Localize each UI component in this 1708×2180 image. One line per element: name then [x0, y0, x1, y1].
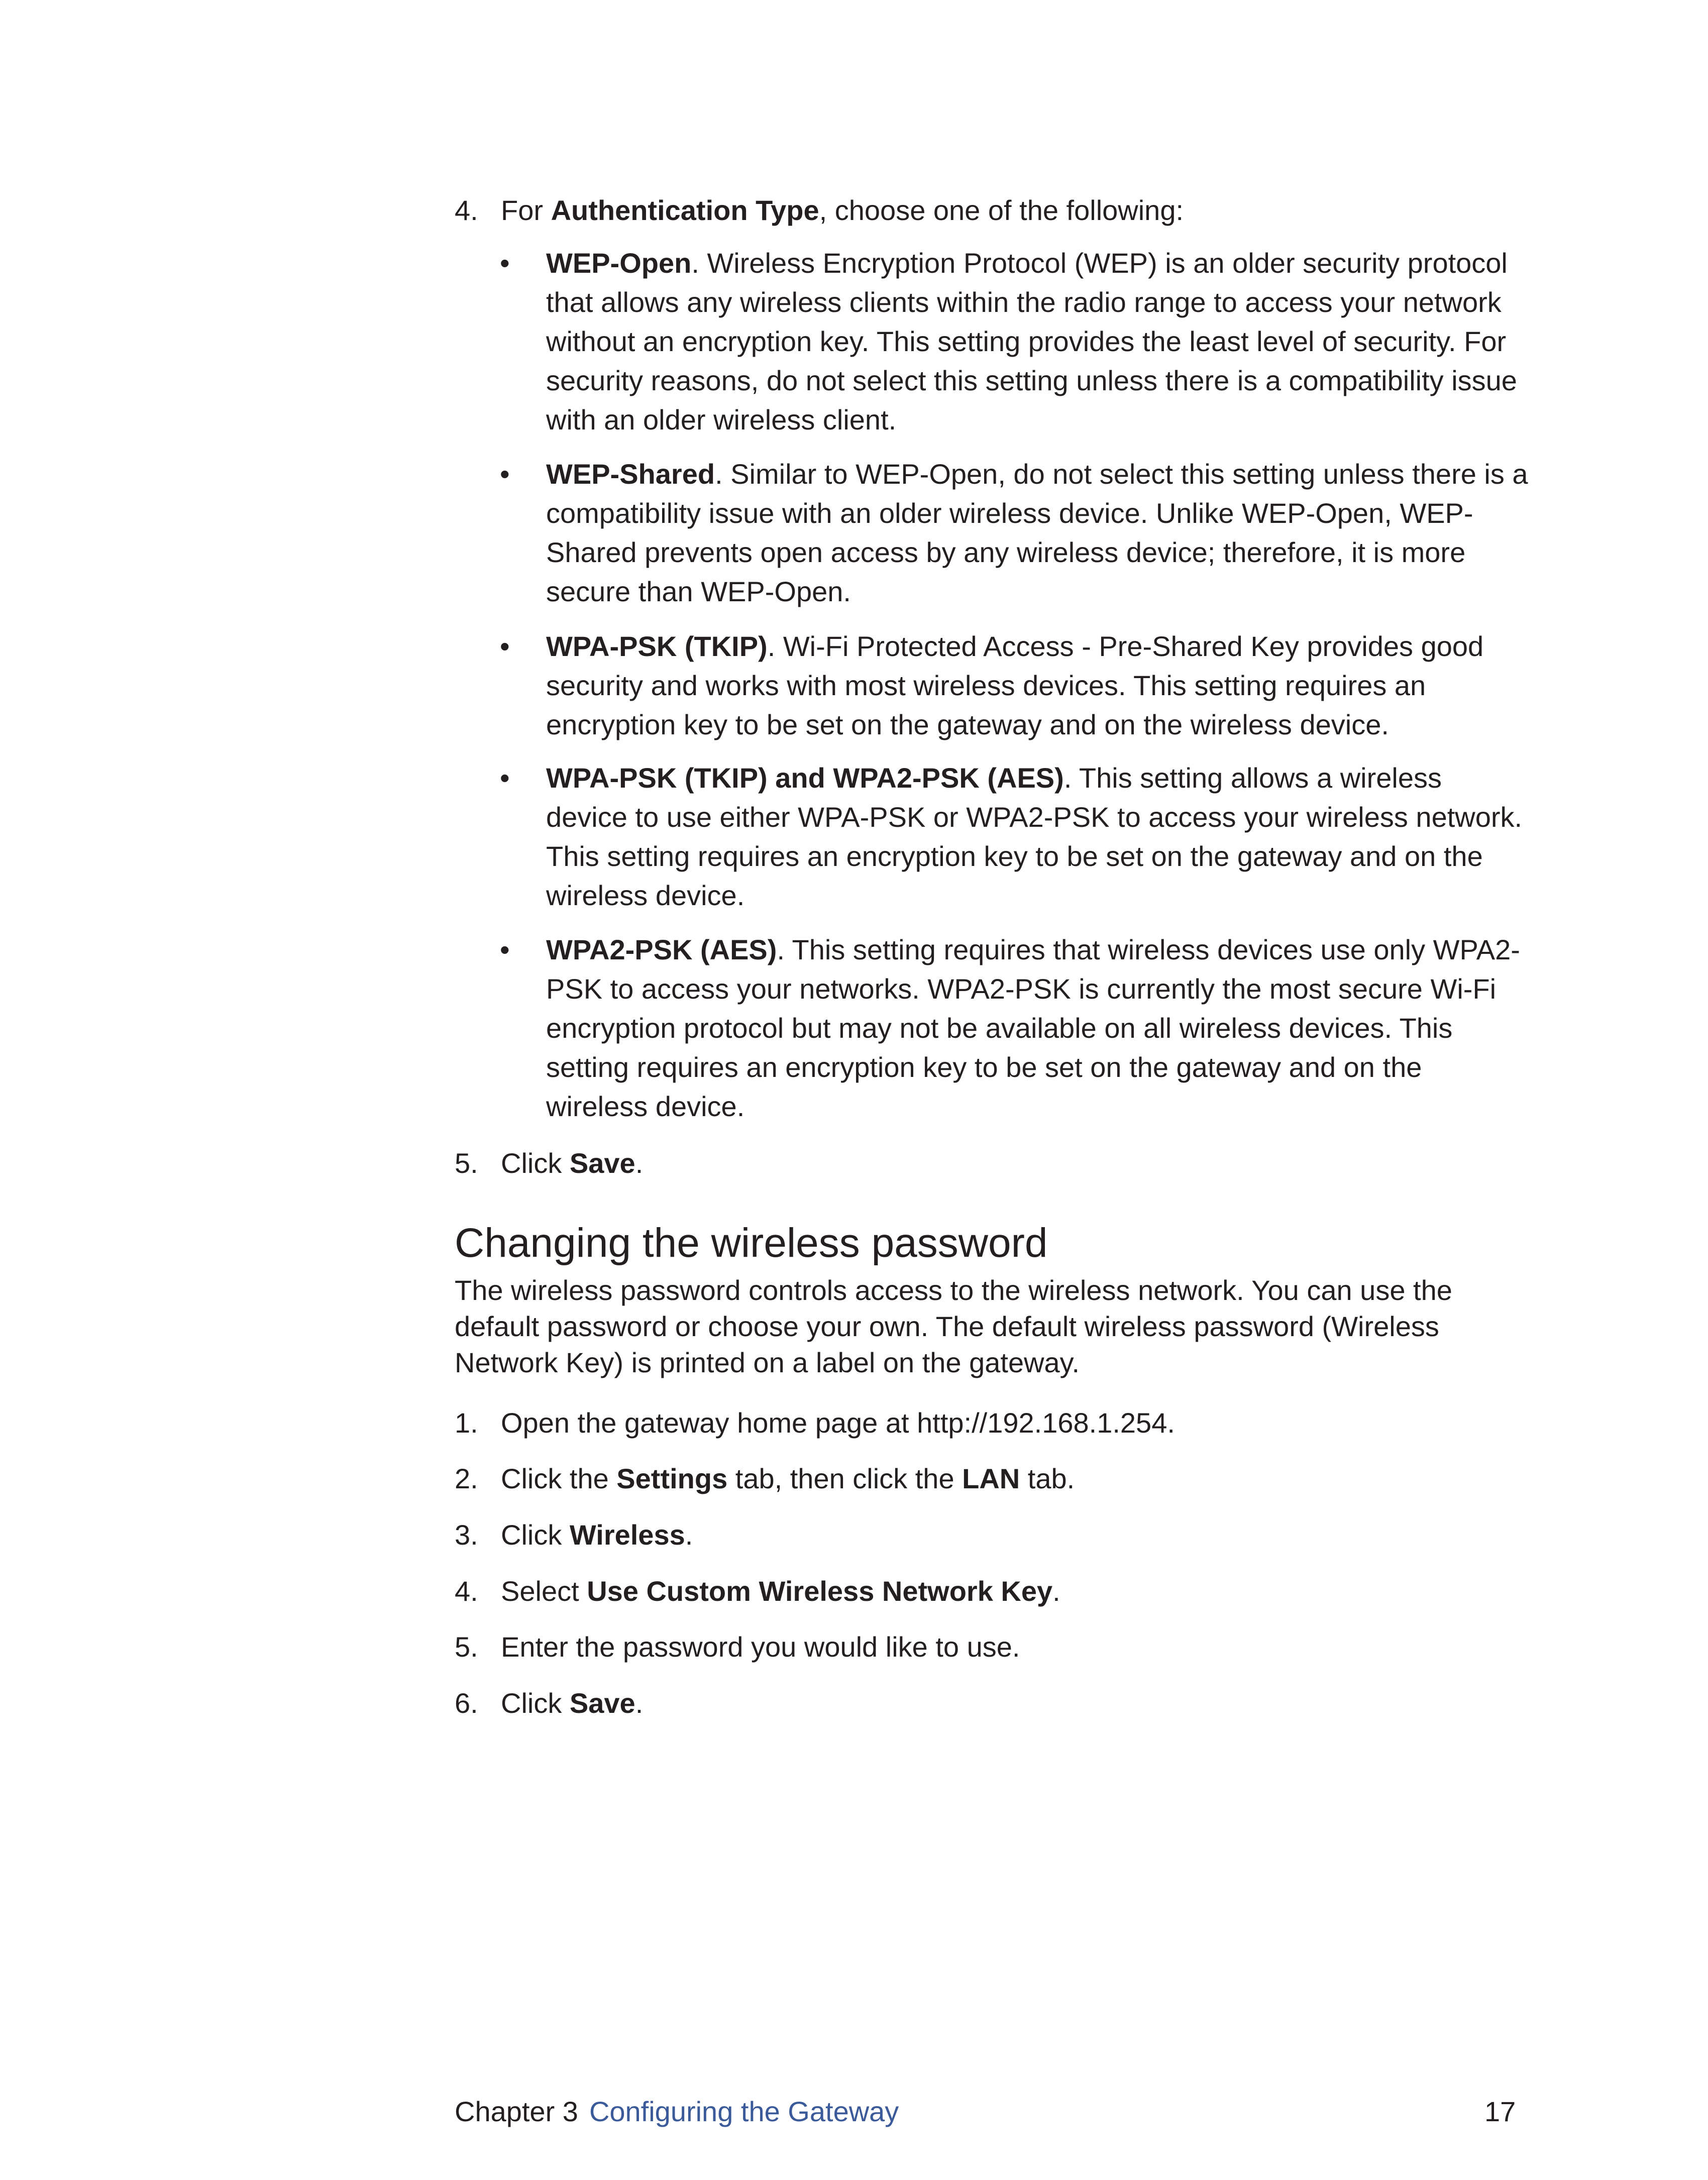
step-text-pre: Open the gateway home page at http://192.168.1.254. [501, 1407, 1175, 1439]
step-text-post: . [1052, 1575, 1060, 1607]
step-text-bold: Settings [616, 1463, 728, 1494]
step-text [501, 1515, 693, 1555]
bullet-line: Shared prevents open access by any wireless device; therefore, it is more [546, 536, 1466, 568]
step-text-mid: tab, then click the [727, 1463, 963, 1494]
bullet-term: WPA-PSK (TKIP) and WPA2-PSK (AES) [546, 762, 1064, 794]
bullet-line: secure than WEP-Open. [546, 576, 851, 607]
step-text [501, 1627, 1020, 1667]
intro-line: The wireless password controls access to the wireless network. You can use the [455, 1274, 1452, 1306]
step-number: 5. [455, 1631, 478, 1663]
step-text-bold: Save [569, 1147, 635, 1179]
step-number: 4. [455, 194, 478, 226]
bullet-line: encryption protocol but may not be available on all wireless devices. This [546, 1012, 1453, 1044]
bullet-line: encryption key to be set on the gateway and on the wireless device. [546, 709, 1389, 740]
step-text-pre: Enter the password you would like to use. [501, 1631, 1020, 1663]
step-number: 3. [455, 1519, 478, 1551]
bullet-text: . Wireless Encryption Protocol (WEP) is an older security protocol [691, 247, 1508, 279]
step-text [501, 1144, 643, 1183]
bullet-line: security reasons, do not select this setting unless there is a compatibility issue [546, 365, 1517, 396]
bullet-line: wireless device. [546, 880, 745, 911]
step-number: 2. [455, 1463, 478, 1494]
bullet-marker: • [500, 247, 510, 279]
step-text-pre: Click [501, 1687, 570, 1719]
bullet-term: WEP-Open [546, 247, 692, 279]
step-text-post: tab. [1020, 1463, 1075, 1494]
bullet-marker: • [500, 458, 510, 490]
bullet-line: device to use either WPA-PSK or WPA2-PSK to access your wireless network. [546, 801, 1523, 833]
bullet-line [546, 758, 1442, 798]
bullet-line [546, 455, 1528, 494]
step-text-bold: LAN [962, 1463, 1020, 1494]
bullet-marker: • [500, 762, 510, 794]
bullet-line: PSK to access your networks. WPA2-PSK is currently the most secure Wi-Fi [546, 973, 1497, 1005]
bullet-line: wireless device. [546, 1091, 745, 1122]
step-text [501, 191, 1184, 230]
bullet-marker: • [500, 934, 510, 965]
step-text [501, 1403, 1175, 1443]
step-text [501, 1572, 1060, 1611]
bullet-line: compatibility issue with an older wireless device. Unlike WEP-Open, WEP- [546, 497, 1473, 529]
step-text-post: . [635, 1687, 644, 1719]
step-text-post: , choose one of the following: [819, 194, 1184, 226]
intro-line: Network Key) is printed on a label on the gateway. [455, 1347, 1080, 1378]
bullet-line: with an older wireless client. [546, 404, 897, 435]
bullet-term: WPA2-PSK (AES) [546, 934, 777, 965]
step-text-bold: Use Custom Wireless Network Key [587, 1575, 1053, 1607]
footer-chapter [455, 2092, 899, 2131]
step-text-post: . [635, 1147, 644, 1179]
step-text-post: . [685, 1519, 693, 1551]
bullet-term: WEP-Shared [546, 458, 715, 490]
bullet-line [546, 627, 1483, 666]
step-number: 4. [455, 1575, 478, 1607]
bullet-text: . Wi-Fi Protected Access - Pre-Shared Key provides good [767, 630, 1484, 662]
bullet-line: setting requires an encryption key to be set on the gateway and on the [546, 1051, 1422, 1083]
footer-chapter-title-link[interactable]: Configuring the Gateway [589, 2096, 899, 2127]
step-number: 1. [455, 1407, 478, 1439]
bullet-text: . This setting requires that wireless devices use only WPA2- [777, 934, 1520, 965]
step-text-pre: Click [501, 1147, 570, 1179]
footer-chapter-label: Chapter 3 [455, 2096, 578, 2127]
bullet-text: . Similar to WEP-Open, do not select this setting unless there is a [715, 458, 1528, 490]
bullet-text: . This setting allows a wireless [1063, 762, 1442, 794]
bullet-line: security and works with most wireless devices. This setting requires an [546, 670, 1426, 701]
bullet-line [546, 930, 1520, 969]
step-number: 6. [455, 1687, 478, 1719]
step-text-pre: Click [501, 1519, 570, 1551]
page-number: 17 [1484, 2096, 1516, 2127]
step-text-bold: Authentication Type [551, 194, 819, 226]
intro-line: default password or choose your own. The default wireless password (Wireless [455, 1311, 1439, 1342]
bullet-line: that allows any wireless clients within the radio range to access your network [546, 286, 1502, 318]
step-text [501, 1684, 643, 1723]
step-text-pre: Select [501, 1575, 587, 1607]
bullet-term: WPA-PSK (TKIP) [546, 630, 768, 662]
bullet-line: This setting requires an encryption key to be set on the gateway and on the [546, 840, 1483, 872]
step-text-bold: Save [569, 1687, 635, 1719]
step-text-bold: Wireless [569, 1519, 685, 1551]
section-heading: Changing the wireless password [455, 1220, 1048, 1266]
bullet-marker: • [500, 630, 510, 662]
bullet-line: without an encryption key. This setting provides the least level of security. For [546, 325, 1507, 357]
step-number: 5. [455, 1147, 478, 1179]
step-text-pre: Click the [501, 1463, 617, 1494]
step-text [501, 1459, 1075, 1498]
step-text-pre: For [501, 194, 551, 226]
bullet-line [546, 244, 1508, 283]
